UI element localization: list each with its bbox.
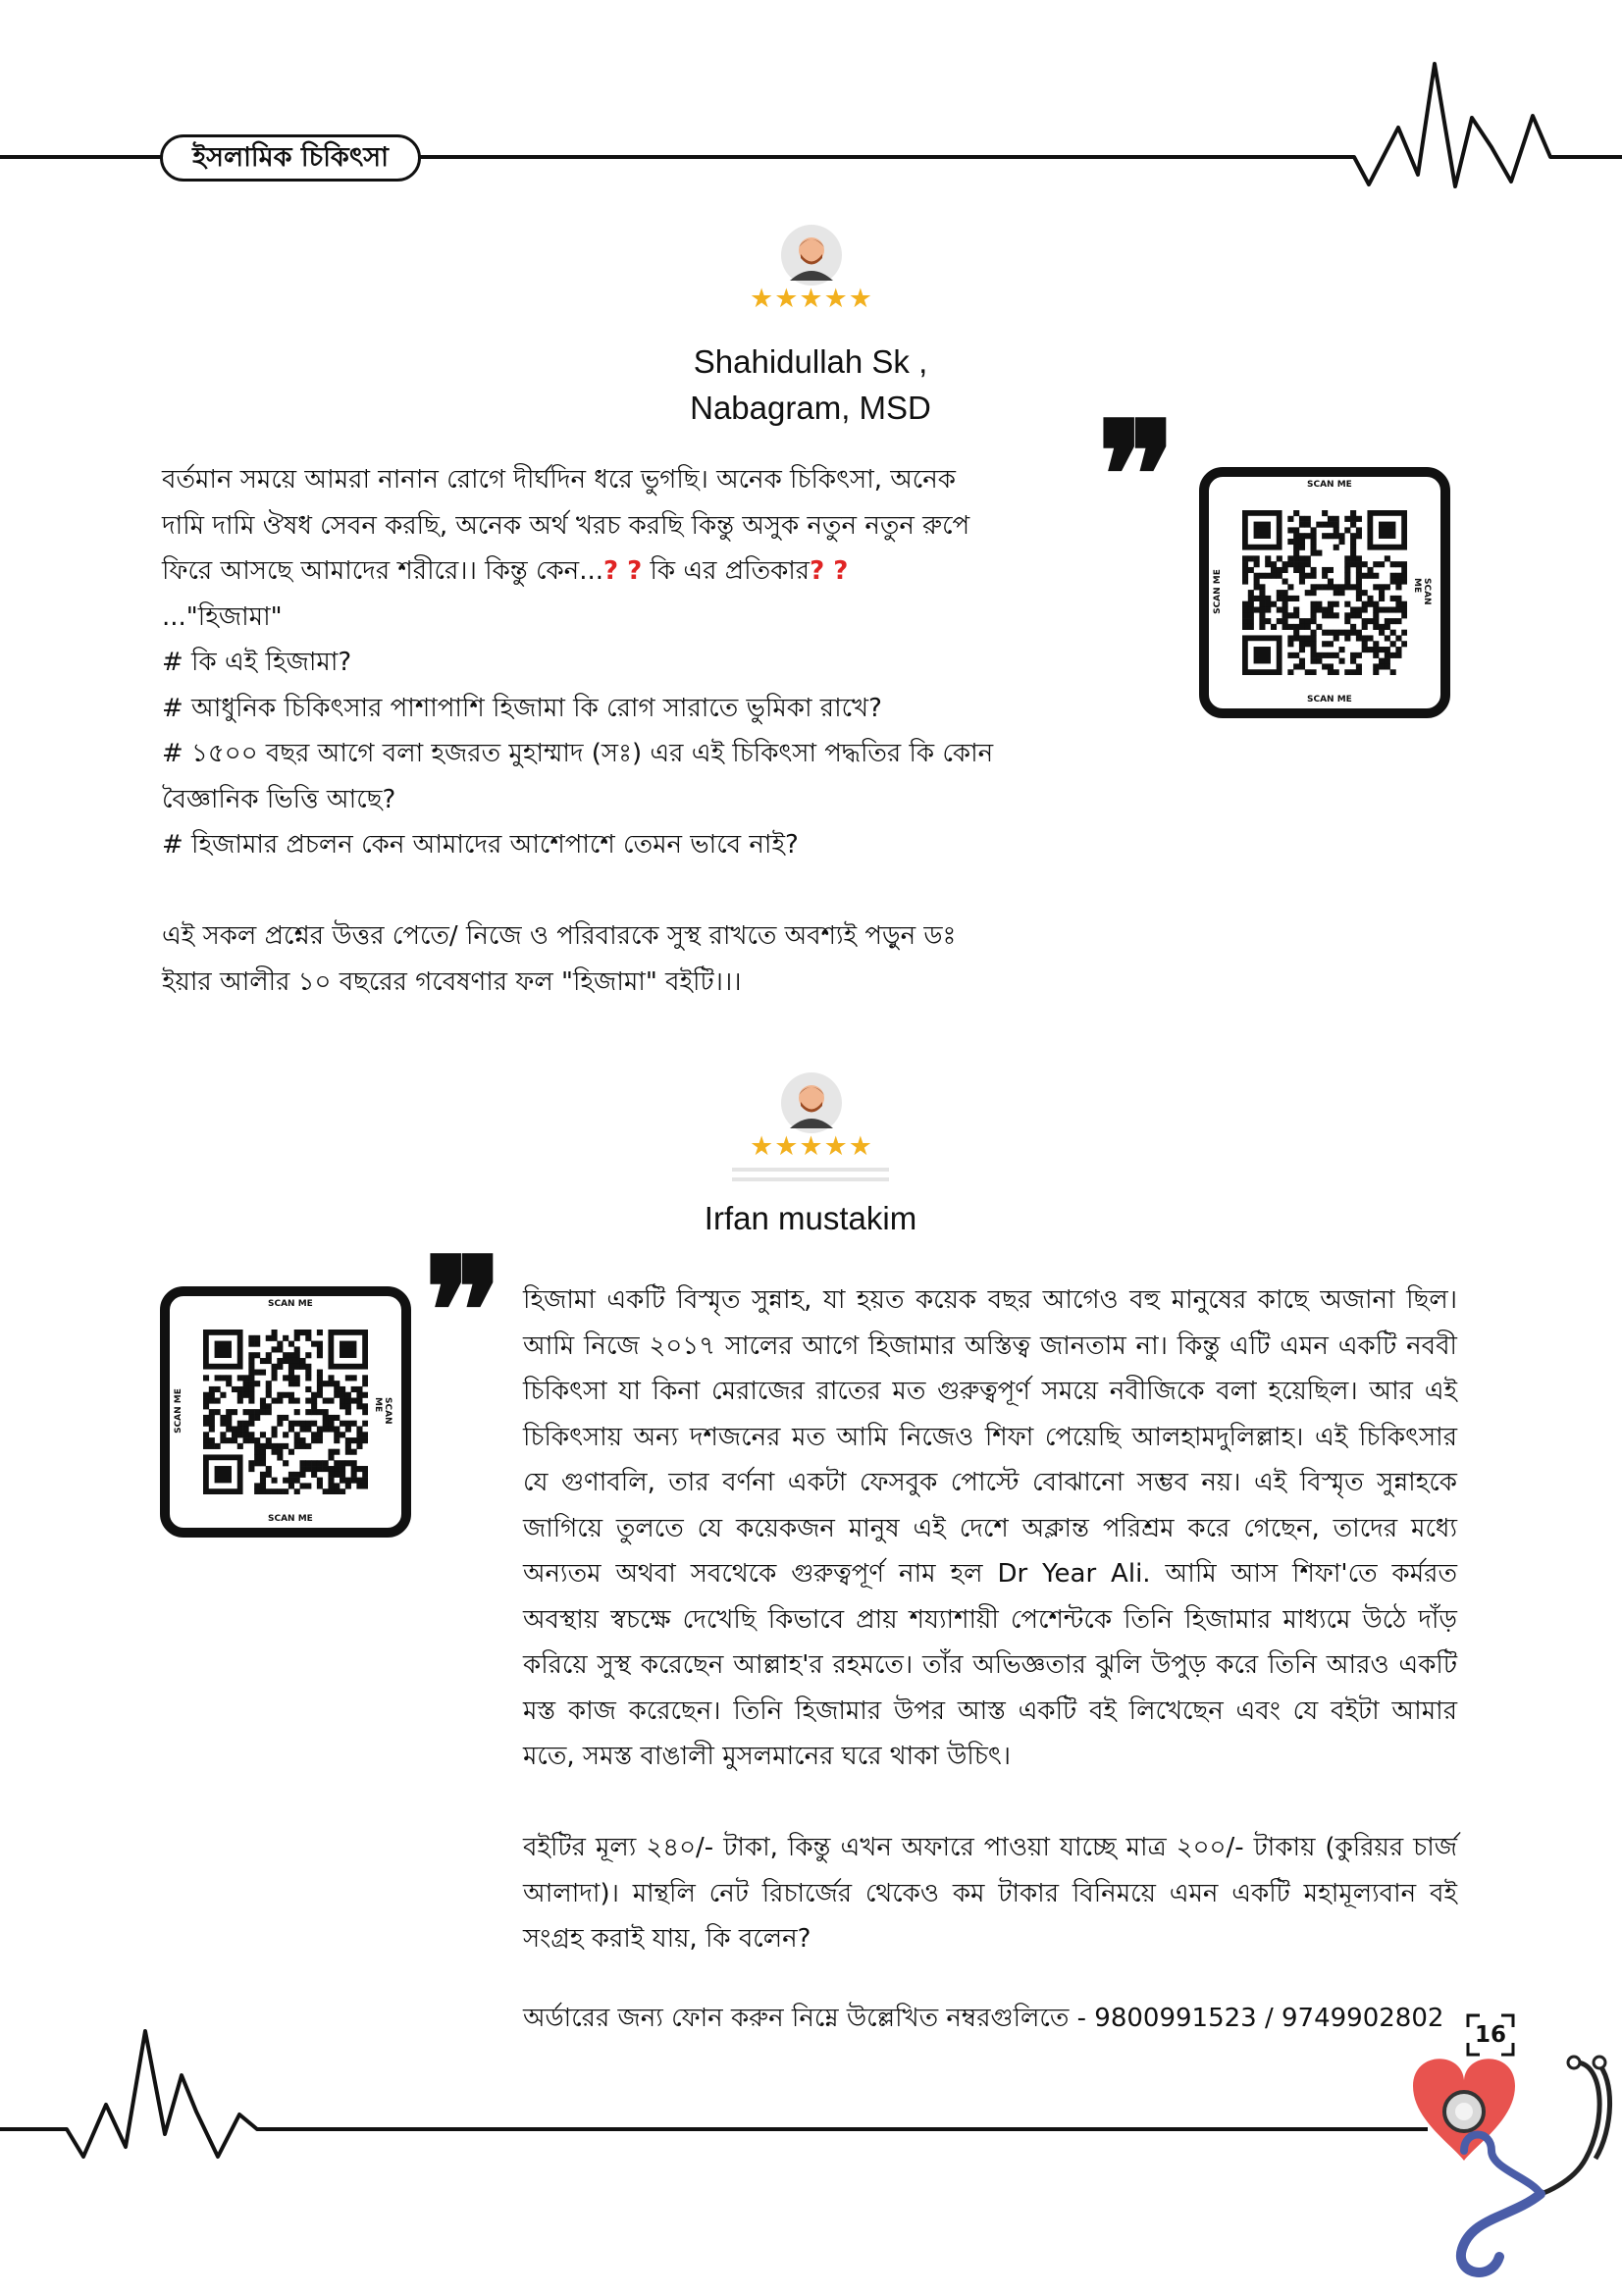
- reviewer-name: Shahidullah Sk ,: [693, 343, 928, 380]
- reviewer-location: Nabagram, MSD: [690, 390, 931, 426]
- qr-label: SCAN ME: [268, 1514, 313, 1524]
- avatar-icon: [780, 224, 843, 287]
- text-fragment: ফিরে আসছে আমাদের শরীরে।। কিন্তু কেন...: [162, 556, 603, 586]
- qr-label: SCAN ME: [173, 1388, 183, 1434]
- page-number: 16: [1474, 2022, 1506, 2048]
- text-line: # ১৫০০ বছর আগে বলা হজরত মুহাম্মাদ (সঃ) এর এই চিকিৎসা পদ্ধতির কি কোন: [162, 739, 994, 768]
- quote-icon: ❞: [1097, 390, 1177, 562]
- divider: [732, 1177, 889, 1181]
- qr-label: SCAN ME: [1307, 480, 1352, 490]
- text-line: বৈজ্ঞানিক ভিত্তি আছে?: [162, 784, 396, 814]
- qr-label: SCAN ME: [1212, 569, 1223, 614]
- paragraph-spacer: [523, 1780, 1457, 1826]
- text-line: দামি দামি ঔষধ সেবন করছি, অনেক অর্থ খরচ করছি কিন্তু অসুক নতুন নতুন রুপে: [162, 510, 970, 541]
- question-marks: ? ?: [810, 556, 849, 586]
- text-fragment: কি এর প্রতিকার: [642, 556, 811, 586]
- qr-label: SCAN ME: [268, 1299, 313, 1309]
- text-line: ইয়ার আলীর ১০ বছরের গবেষণার ফল "হিজামা" বইটি।।।: [162, 966, 742, 997]
- review-text: [162, 457, 1104, 1005]
- text-line: বর্তমান সময়ে আমরা নানান রোগে দীর্ঘদিন ধরে ভুগছি। অনেক চিকিৎসা, অনেক: [162, 465, 956, 495]
- text-line: # আধুনিক চিকিৎসার পাশাপাশি হিজামা কি রোগ সারাতে ভুমিকা রাখে?: [162, 693, 882, 723]
- reviewer-name: Irfan mustakim: [704, 1200, 917, 1236]
- qr-code[interactable]: [1199, 467, 1450, 718]
- footer-heartbeat-line: [0, 2002, 1622, 2296]
- qr-pattern: [1242, 510, 1407, 675]
- qr-label: SCAN ME: [373, 1397, 392, 1425]
- text-line: [162, 868, 1104, 914]
- qr-code[interactable]: [160, 1286, 411, 1538]
- text-line: [162, 548, 1104, 595]
- paragraph: বইটির মূল্য ২৪০/- টাকা, কিন্তু এখন অফারে পাওয়া যাচ্ছে মাত্র ২০০/- টাকায় (কুরিয়র চার্জ আলাদা)। মান্থলি নেট রিচার্জের থেকেও কম টাকার বিনিময়ে এমন একটি মহামূল্যবান বই সংগ্রহ করাই যায়, কি বলেন?: [523, 1833, 1457, 1954]
- qr-pattern: [203, 1330, 368, 1494]
- text-line: # হিজামার প্রচলন কেন আমাদের আশেপাশে তেমন ভাবে নাই?: [162, 830, 799, 860]
- rating-stars: ★★★★★: [749, 1131, 874, 1162]
- text-line: # কি এই হিজামা?: [162, 648, 352, 677]
- question-marks: ? ?: [603, 556, 643, 586]
- divider: [732, 1168, 889, 1172]
- review-text: [523, 1278, 1457, 1962]
- avatar-icon: [780, 1071, 843, 1134]
- text-line: ..."হিজামা": [162, 601, 283, 632]
- contact-paragraph: অর্ডারের জন্য ফোন করুন নিম্নে উল্লেখিত নম্বরগুলিতে - 9800991523 / 9749902802: [523, 2004, 1444, 2033]
- stethoscope-heart-icon: [1393, 2021, 1622, 2296]
- text-line: এই সকল প্রশ্নের উত্তর পেতে/ নিজে ও পরিবারকে সুস্থ রাখতে অবশ্যই পড়ুন ডঃ: [162, 921, 957, 951]
- qr-label: SCAN ME: [1307, 695, 1352, 704]
- section-badge: ইসলামিক চিকিৎসা: [160, 134, 421, 182]
- paragraph: হিজামা একটি বিস্মৃত সুন্নাহ, যা হয়ত কয়েক বছর আগেও বহু মানুষের কাছে অজানা ছিল। আমি নিজে ২০১৭ সালের আগে হিজামার অস্তিত্ব জানতাম না। কিন্তু এটি এমন একটি নববী চিকিৎসা যা কিনা মেরাজের রাতের মত গুরুত্বপূর্ণ সময়ে নবীজিকে বলা হয়েছিল। আর এই চিকিৎসায় অন্য দশজনের মত আমি নিজেও শিফা পেয়েছি আলহামদুলিল্লাহ। এই চিকিৎসার যে গুণাবলি, তার বর্ণনা একটা ফেসবুক পোস্টে বোঝানো সম্ভব নয়। এই বিস্মৃত সুন্নাহকে জাগিয়ে তুলতে যে কয়েকজন মানুষ এই দেশে অক্লান্ত পরিশ্রম করে গেছেন, তাদের মধ্যে অন্যতম অথবা সবথেকে গুরুত্বপূর্ণ নাম হল Dr Year Ali. আমি আস শিফা'তে কর্মরত অবস্থায় স্বচক্ষে দেখেছি কিভাবে প্রায় শয্যাশায়ী পেশেন্টকে তিনি হিজামার মাধ্যমে উঠে দাঁড় করিয়ে সুস্থ করেছেন আল্লাহ'র রহমতে। তাঁর অভিজ্ঞতার ঝুলি উপুড় করে তিনি আরও একটি মস্ত কাজ করেছেন। তিনি হিজামার উপর আস্ত একটি বই লিখেছেন এবং যে বইটা আমার মতে, সমস্ত বাঙালী মুসলমানের ঘরে থাকা উচিৎ।: [523, 1285, 1457, 1771]
- qr-label: SCAN ME: [1412, 578, 1432, 605]
- rating-stars: ★★★★★: [749, 284, 874, 314]
- quote-icon: ❞: [424, 1226, 503, 1398]
